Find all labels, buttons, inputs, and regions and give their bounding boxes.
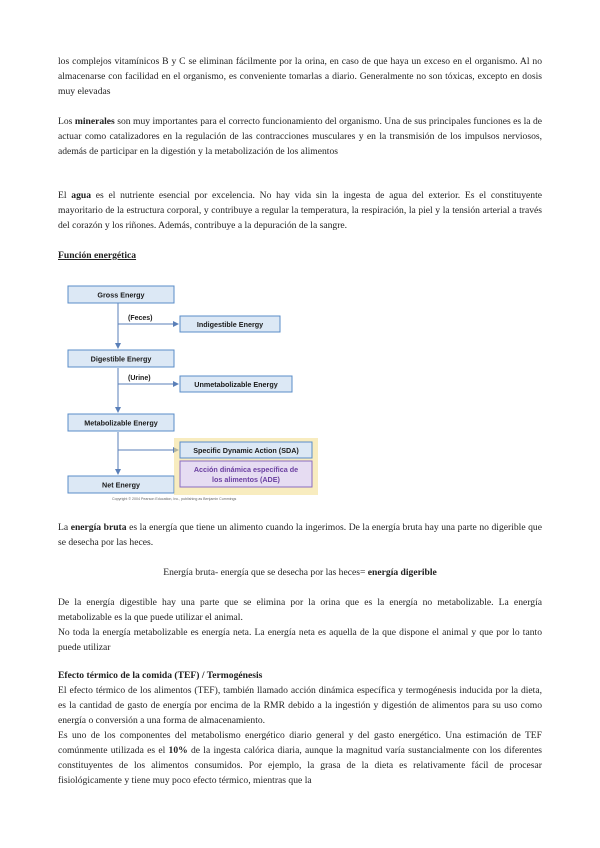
- minerals-bold: minerales: [74, 116, 115, 127]
- water-rest: es el nutriente esencial por excelencia. No hay vida sin la ingesta de agua del exterior. Es el constituyente mayoritario de la estructura corporal, y contribuye a regular la temperatura, la respiración, la piel y la tensión arterial a través del corazón y los riñones. Además, contribuye a la depuración de la sangre.: [58, 190, 542, 231]
- tef-rest: de la ingesta calórica diaria, aunque la magnitud varía sustancialmente con los diferentes constituyentes de los alimentos consumidos. Por ejemplo, la grasa de la dieta es relativamente fácil de procesar fisiológicamente y tiene muy poco efecto térmico, mientras que la: [58, 745, 542, 786]
- label-digestible-energy: Digestible Energy: [90, 354, 152, 364]
- tef-lead: Es uno de los componentes del metabolismo energético diario general y del gasto energético. Una estimación de TEF comúnmente utilizada es el: [58, 730, 542, 756]
- heading-energy-function: Función energética: [58, 250, 137, 261]
- label-indigestible-energy: Indigestible Energy: [196, 320, 264, 329]
- minerals-rest: son muy importantes para el correcto funcionamiento del organismo. Una de sus principales funciones es la de actuar como catalizadores en la regulación de las contracciones musculares y en la transmisión de los impulsos nerviosos, además de participar en la digestión y la metabolización de los alimentos: [58, 116, 542, 157]
- label-ade-line2: los alimentos (ADE): [212, 475, 280, 484]
- water-lead: El: [58, 190, 72, 201]
- figure-copyright: Copyright © 2004 Pearson Education, Inc., publishing as Benjamin Cummings: [112, 497, 237, 501]
- paragraph-gross-energy: [58, 520, 542, 550]
- gross-bold: energía bruta: [70, 522, 127, 533]
- gross-rest: es la energía que tiene un alimento cuando la ingerimos. De la energía bruta hay una parte no digerible que se desecha por las heces.: [58, 522, 542, 548]
- vitamins-text: los complejos vitamínicos B y C se eliminan fácilmente por la orina, en caso de que haya un exceso en el organismo. Al no almacenarse con facilidad en el organismo, es conveniente tomarlas a diario. Generalmente no son tóxicas, excepto en dosis muy elevadas: [58, 56, 542, 97]
- paragraph-tef-estimate: [58, 728, 542, 788]
- gross-lead: La: [58, 522, 71, 533]
- paragraph-minerals: [58, 114, 542, 159]
- water-bold: agua: [71, 190, 91, 201]
- digestible-line2: No toda la energía metabolizable es energía neta. La energía neta es aquella de la que dispone el animal y que por lo tanto puede utilizar: [58, 627, 542, 653]
- paragraph-water: [58, 188, 542, 233]
- digestible-line1: De la energía digestible hay una parte que se elimina por la orina que es la energía no metabolizable. La energía metabolizable es la que puede utilizar el animal.: [58, 597, 542, 623]
- label-gross-energy: Gross Energy: [97, 290, 145, 300]
- tef-bold: 10%: [168, 745, 188, 756]
- label-ade-line1: Acción dinámica específica de: [193, 465, 299, 474]
- energy-flow-diagram: [62, 278, 318, 502]
- minerals-lead: Los: [58, 116, 75, 127]
- paragraph-vitamins: [58, 54, 542, 99]
- label-unmetabolizable-energy: Unmetabolizable Energy: [194, 380, 278, 389]
- label-sda: Specific Dynamic Action (SDA): [193, 446, 299, 455]
- label-urine: (Urine): [128, 375, 151, 382]
- label-metabolizable-energy: Metabolizable Energy: [84, 418, 158, 428]
- formula-digestible-energy: [58, 565, 542, 580]
- paragraph-digestible: [58, 595, 542, 655]
- energy-flow-svg: [62, 278, 318, 502]
- label-net-energy: Net Energy: [102, 480, 140, 490]
- paragraph-tef-definition: El efecto térmico de los alimentos (TEF), también llamado acción dinámica específica y termogénesis inducida por la dieta, es la cantidad de gasto de energía por encima de la RMR debido a la ingestión y digestión de alimentos para su uso como energía o conversión a una forma de almacenamiento.: [58, 685, 542, 726]
- label-feces: (Feces): [128, 315, 153, 322]
- heading-tef: Efecto térmico de la comida (TEF) / Termogénesis: [58, 670, 263, 681]
- formula-lead: Energía bruta- energía que se desecha por las heces=: [163, 567, 368, 578]
- formula-bold: energía digerible: [367, 567, 437, 578]
